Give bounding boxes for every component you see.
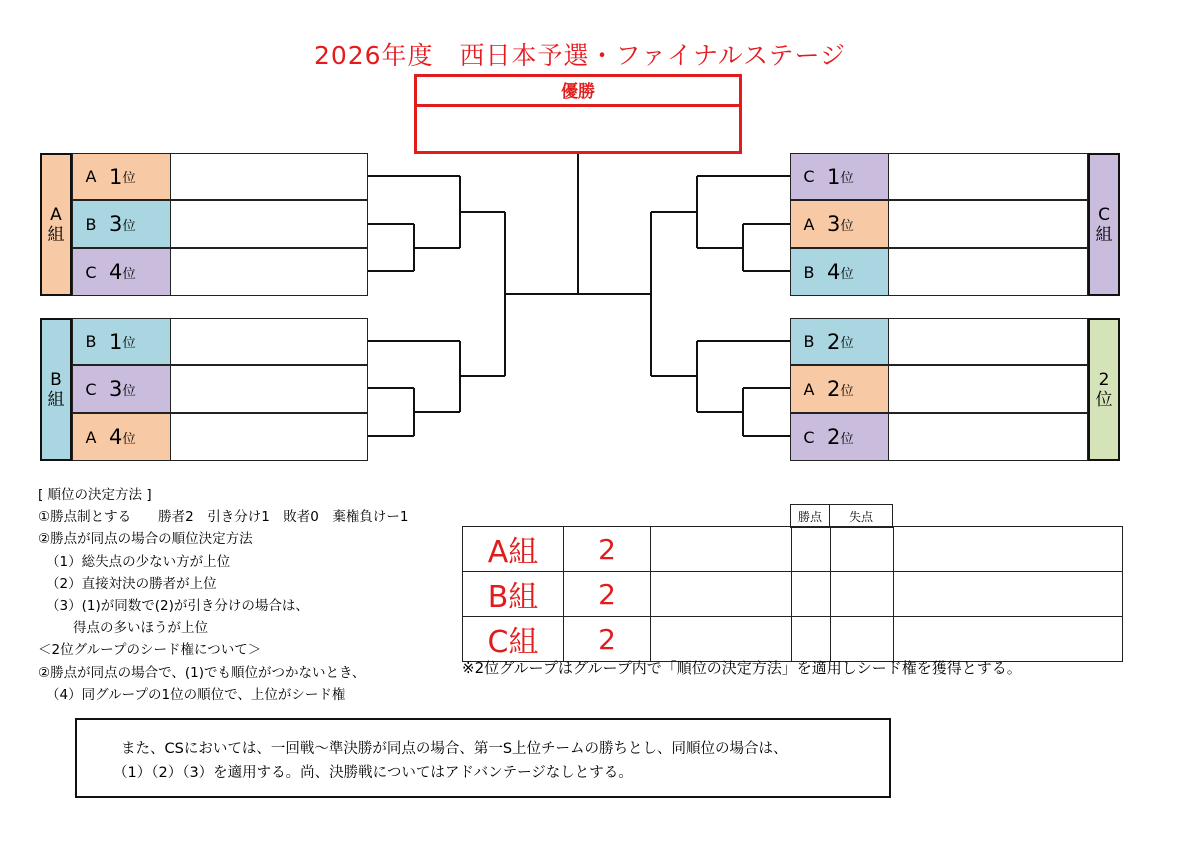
rank-cell: 2 <box>564 572 651 617</box>
team-name-field[interactable] <box>889 366 1087 412</box>
group-b-tag: B 組 <box>40 318 72 461</box>
seed-label: A 4 位 <box>73 414 171 460</box>
notice-line-1: また、CSにおいては、一回戦～準決勝が同点の場合、第一S上位チームの勝ちとし、同順位の場合は、 <box>121 741 788 757</box>
team-name-field[interactable] <box>171 249 367 295</box>
remarks-cell[interactable] <box>894 617 1123 662</box>
rank-cell: 2 <box>564 527 651 572</box>
second-place-table <box>462 526 1123 662</box>
points-cell[interactable] <box>792 572 831 617</box>
bracket-slot-a2 <box>790 365 1088 413</box>
table-row <box>463 572 1123 617</box>
rules-line: ②勝点が同点の場合で、(1)でも順位がつかないとき、 <box>38 664 366 681</box>
conceded-cell[interactable] <box>831 617 894 662</box>
bracket-slot-c3 <box>72 365 368 413</box>
points-cell[interactable] <box>792 617 831 662</box>
table-row <box>463 617 1123 662</box>
conceded-cell[interactable] <box>831 572 894 617</box>
notice-line-2: （1）（2）（3）を適用する。尚、決勝戦についてはアドバンテージなしとする。 <box>113 765 633 781</box>
bracket-slot-c4 <box>72 248 368 296</box>
seed-label: B 2 位 <box>791 319 889 364</box>
team-name-field[interactable] <box>171 414 367 460</box>
table-row <box>463 527 1123 572</box>
rules-line: （1）総失点の少ない方が上位 <box>46 553 231 570</box>
page-title: 2026年度 西日本予選・ファイナルステージ <box>313 41 847 70</box>
remarks-cell[interactable] <box>894 572 1123 617</box>
table-note: ※2位グループはグループ内で「順位の決定方法」を適用しシード権を獲得とする。 <box>462 659 1022 677</box>
points-cell[interactable] <box>792 527 831 572</box>
remarks-cell[interactable] <box>894 527 1123 572</box>
seed-label: A 1 位 <box>73 154 171 199</box>
seed-label: C 4 位 <box>73 249 171 295</box>
team-name-field[interactable] <box>889 154 1087 199</box>
team-cell[interactable] <box>651 617 792 662</box>
header-conceded: 失点 <box>830 505 893 528</box>
team-cell[interactable] <box>651 527 792 572</box>
seed-label: A 2 位 <box>791 366 889 412</box>
header-points: 勝点 <box>791 505 830 528</box>
team-name-field[interactable] <box>889 414 1087 460</box>
group-cell: C組 <box>463 617 564 662</box>
seed-label: C 2 位 <box>791 414 889 460</box>
bracket-slot-c1 <box>790 153 1088 200</box>
team-cell[interactable] <box>651 572 792 617</box>
conceded-cell[interactable] <box>831 527 894 572</box>
group-second-tag: 2 位 <box>1088 318 1120 461</box>
rank-cell: 2 <box>564 617 651 662</box>
rules-line: [ 順位の決定方法 ] <box>38 487 152 503</box>
group-c-tag: C 組 <box>1088 153 1120 296</box>
seed-label: B 1 位 <box>73 319 171 364</box>
rules-line: 得点の多いほうが上位 <box>46 620 208 637</box>
team-name-field[interactable] <box>889 249 1087 295</box>
rules-line: ①勝点制とする 勝者2 引き分け1 敗者0 棄権負けー1 <box>38 509 409 526</box>
bracket-slot-a4 <box>72 413 368 461</box>
seed-label: B 4 位 <box>791 249 889 295</box>
bracket-slot-b1 <box>72 318 368 365</box>
rules-line: ②勝点が同点の場合の順位決定方法 <box>38 531 253 548</box>
ranking-rules <box>38 484 408 706</box>
bracket-slot-b2 <box>790 318 1088 365</box>
team-name-field[interactable] <box>171 366 367 412</box>
rules-line: ＜2位グループのシード権について＞ <box>38 642 262 659</box>
champion-label: 優勝 <box>417 77 739 107</box>
team-name-field[interactable] <box>889 319 1087 364</box>
notice-box <box>75 718 891 798</box>
bracket-slot-b4 <box>790 248 1088 296</box>
team-name-field[interactable] <box>171 319 367 364</box>
seed-label: B 3 位 <box>73 201 171 247</box>
team-name-field[interactable] <box>889 201 1087 247</box>
group-cell: A組 <box>463 527 564 572</box>
bracket-slot-a3 <box>790 200 1088 248</box>
group-a-tag: A 組 <box>40 153 72 296</box>
bracket-slot-a1 <box>72 153 368 200</box>
bracket-slot-c2 <box>790 413 1088 461</box>
seed-label: A 3 位 <box>791 201 889 247</box>
seed-label: C 1 位 <box>791 154 889 199</box>
team-name-field[interactable] <box>171 154 367 199</box>
rules-line: （4）同グループの1位の順位で、上位がシード権 <box>46 686 346 703</box>
bracket-slot-b3 <box>72 200 368 248</box>
group-cell: B組 <box>463 572 564 617</box>
score-table-header <box>790 504 893 528</box>
rules-line: （2）直接対決の勝者が上位 <box>46 575 217 592</box>
team-name-field[interactable] <box>171 201 367 247</box>
seed-label: C 3 位 <box>73 366 171 412</box>
rules-line: （3）(1)が同数で(2)が引き分けの場合は、 <box>46 598 309 615</box>
